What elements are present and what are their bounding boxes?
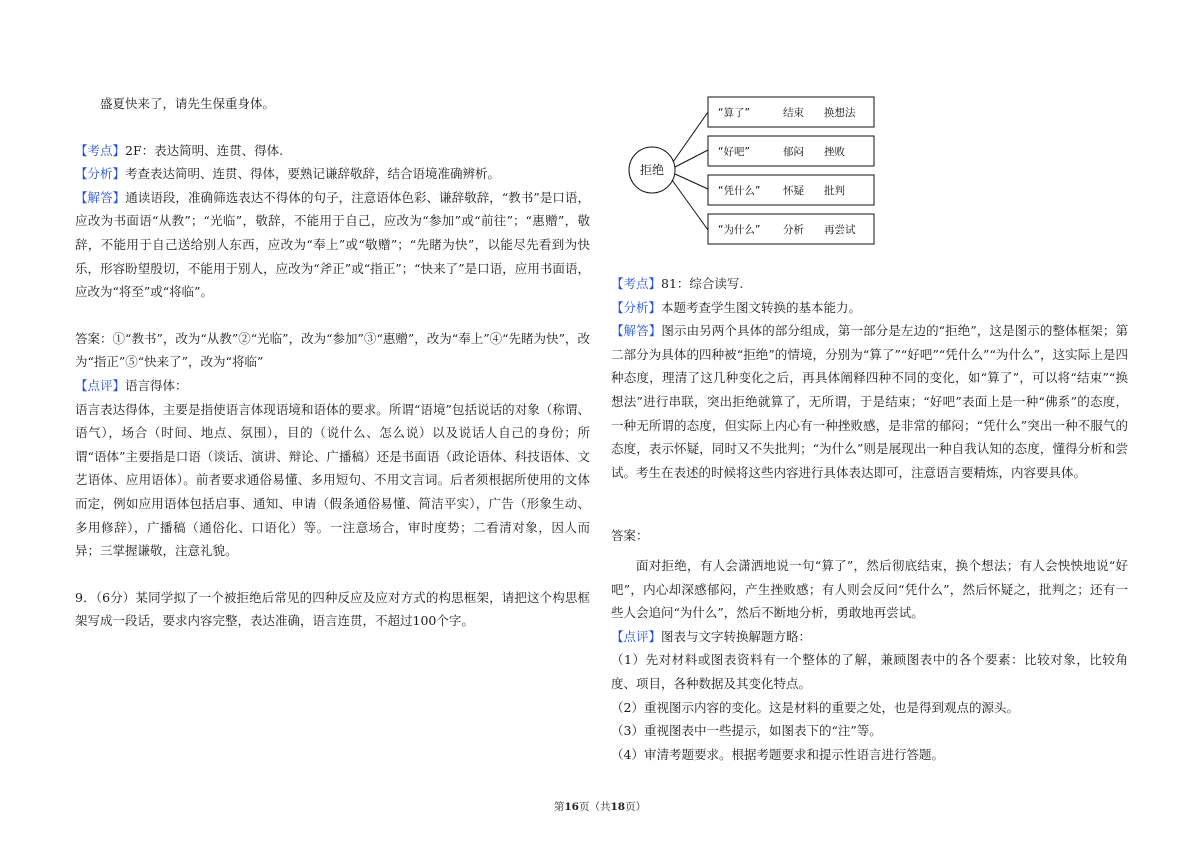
kaodian-line-right: [611, 272, 1128, 296]
tip-3: （3）重视图表中一些提示，如图表下的“注”等。: [611, 723, 882, 739]
jieda-line-right: [611, 319, 1128, 484]
tip-2: （2）重视图示内容的变化。这是材料的重要之处，也是得到观点的源头。: [611, 699, 1019, 715]
box-3-label: “凭什么”: [718, 185, 761, 197]
connector-3: [675, 174, 708, 189]
box-2-label: “好吧”: [718, 146, 750, 158]
answer-text-right: 面对拒绝，有人会潇洒地说一句“算了”，然后彻底结束，换个想法；有人会怏怏地说“好吧”，内心却深感郁闷，产生挫败感；有人则会反问“凭什么”，然后怀疑之，批判之；还有一些人会追问“为什么”，然后不断地分析，勇敢地再尝试。: [611, 557, 1128, 621]
connector-4: [672, 180, 708, 230]
box-2-next: 挫败: [824, 146, 845, 158]
dianping-line: [75, 374, 590, 398]
box-3-result: 怀疑: [783, 185, 804, 197]
fenxi-tag-right: 【分析】: [611, 299, 662, 315]
jieda-line: [75, 186, 590, 304]
fenxi-text: 考查表达简明、连贯、得体，要熟记谦辞敬辞，结合语境准确辨析。: [125, 166, 501, 182]
dianping-tag-right: 【点评】: [611, 628, 662, 644]
box-1-next: 换想法: [824, 107, 856, 119]
box-4-result: 分析: [783, 224, 804, 236]
kaodian-tag: 【考点】: [75, 142, 126, 158]
center-label: 拒绝: [639, 163, 665, 177]
kaodian-text: 2F：表达简明、连贯、得体.: [125, 142, 284, 158]
answer-text: 答案：①“教书”，改为“从教”②“光临”，改为“参加”③“惠赠”，改为“奉上”④“先睹为快”，改为“指正”⑤“快来了”，改为“将临”: [75, 330, 590, 370]
answer-label-right: 答案：: [611, 528, 649, 544]
diagram-svg: [620, 92, 890, 252]
box-3-next: 批判: [824, 185, 845, 197]
dianping-tag: 【点评】: [75, 377, 126, 393]
dianping-body: 语言表达得体，主要是指使语言体现语境和语体的要求。所谓“语境”包括说话的对象（称谓、语气），场合（时间、地点、氛围），目的（说什么、怎么说）以及说话人自己的身份；所谓“语体”主要指是口语（谈话、演讲、辩论、广播稿）还是书面语（政论语体、科技语体、文艺语体、应用语体）。前者要求通俗易懂、多用短句、不用文言词。后者须根据所使用的文体而定，例如应用语体包括启事、通知、申请（假条通俗易懂、简洁平实），广告（形象生动、多用修辞），广播稿（通俗化、口语化）等。一注意场合，审时度势；二看清对象，因人而异；三掌握谦敬，注意礼貌。: [75, 401, 590, 559]
jieda-tag: 【解答】: [75, 189, 126, 205]
kaodian-line: [75, 139, 590, 163]
refusal-diagram: [620, 92, 890, 252]
connector-1: [673, 112, 708, 162]
fenxi-tag: 【分析】: [75, 166, 126, 182]
box-1-result: 结束: [783, 107, 804, 119]
box-4-next: 再尝试: [824, 224, 856, 236]
fenxi-text-right: 本题考查学生图文转换的基本能力。: [661, 299, 862, 315]
jieda-text-right: 图示由另两个具体的部分组成，第一部分是左边的“拒绝”，这是图示的整体框架；第二部分为具体的四种被“拒绝”的情境，分别为“算了”“好吧”“凭什么”“为什么”，这实际上是四种态度，理清了这几种变化之后，再具体阐释四种不同的变化，如“算了”，可以将“结束”“换想法”进行串联，突出拒绝就算了，无所谓，于是结束；“好吧”表面上是一种“佛系”的态度，一种无所谓的态度，但实际上内心有一种挫败感，是非常的郁闷；“凭什么”突出一种不服气的态度，表示怀疑，同时又不失批判；“为什么”则是展现出一种自我认知的态度，懂得分析和尝试。考生在表述的时候将这些内容进行具体表达即可，注意语言要精炼，内容要具体。: [611, 323, 1128, 480]
jieda-text: 通读语段，准确筛选表达不得体的句子，注意语体色彩、谦辞敬辞，“教书”是口语，应改为书面语“从教”；“光临”，敬辞，不能用于自己，应改为“参加”或“前往”；“惠赠”，敬辞，不能用于自己送给别人东西，应改为“奉上”或“敬赠”；“先睹为快”，以能尽先看到为快乐，形容盼望殷切，不能用于别人，应改为“斧正”或“指正”；“快来了”是口语，应用书面语，应改为“将至”或“将临”。: [75, 189, 590, 300]
footer-page-number: 16: [564, 801, 579, 813]
footer-total-pages: 18: [610, 801, 626, 813]
box-1-label: “算了”: [718, 107, 750, 119]
fenxi-line-right: [611, 296, 1128, 320]
left-column: [75, 92, 590, 633]
tip-1: （1）先对材料或图表资料有一个整体的了解，兼顾图表中的各个要素：比较对象，比较角度、项目，各种数据及其变化特点。: [611, 652, 1128, 691]
box-4-label: “为什么”: [718, 224, 761, 236]
dianping-text-right: 图表与文字转换解题方略：: [661, 628, 812, 644]
letter-closing: 盛夏快来了，请先生保重身体。: [100, 96, 276, 111]
tip-4: （4）审清考题要求。根据考题要求和提示性语言进行答题。: [611, 746, 944, 762]
question-9: 9．（6分）某同学拟了一个被拒绝后常见的四种反应及应对方式的构思框架，请把这个构思框架写成一段话，要求内容完整，表达准确，语言连贯，不超过100个字。: [75, 589, 590, 629]
footer-pre: 第: [553, 801, 565, 813]
dianping-text: 语言得体：: [125, 377, 188, 393]
page-footer: [0, 799, 1200, 814]
fenxi-line: [75, 162, 590, 186]
kaodian-tag-right: 【考点】: [611, 276, 662, 291]
jieda-tag-right: 【解答】: [611, 323, 662, 339]
footer-mid: 页（共: [579, 801, 611, 813]
box-2-result: 郁闷: [783, 146, 804, 158]
right-column: [611, 272, 1128, 766]
footer-post: 页）: [625, 801, 647, 813]
dianping-line-right: [611, 625, 1128, 649]
kaodian-text-right: 81：综合读写.: [661, 276, 744, 291]
